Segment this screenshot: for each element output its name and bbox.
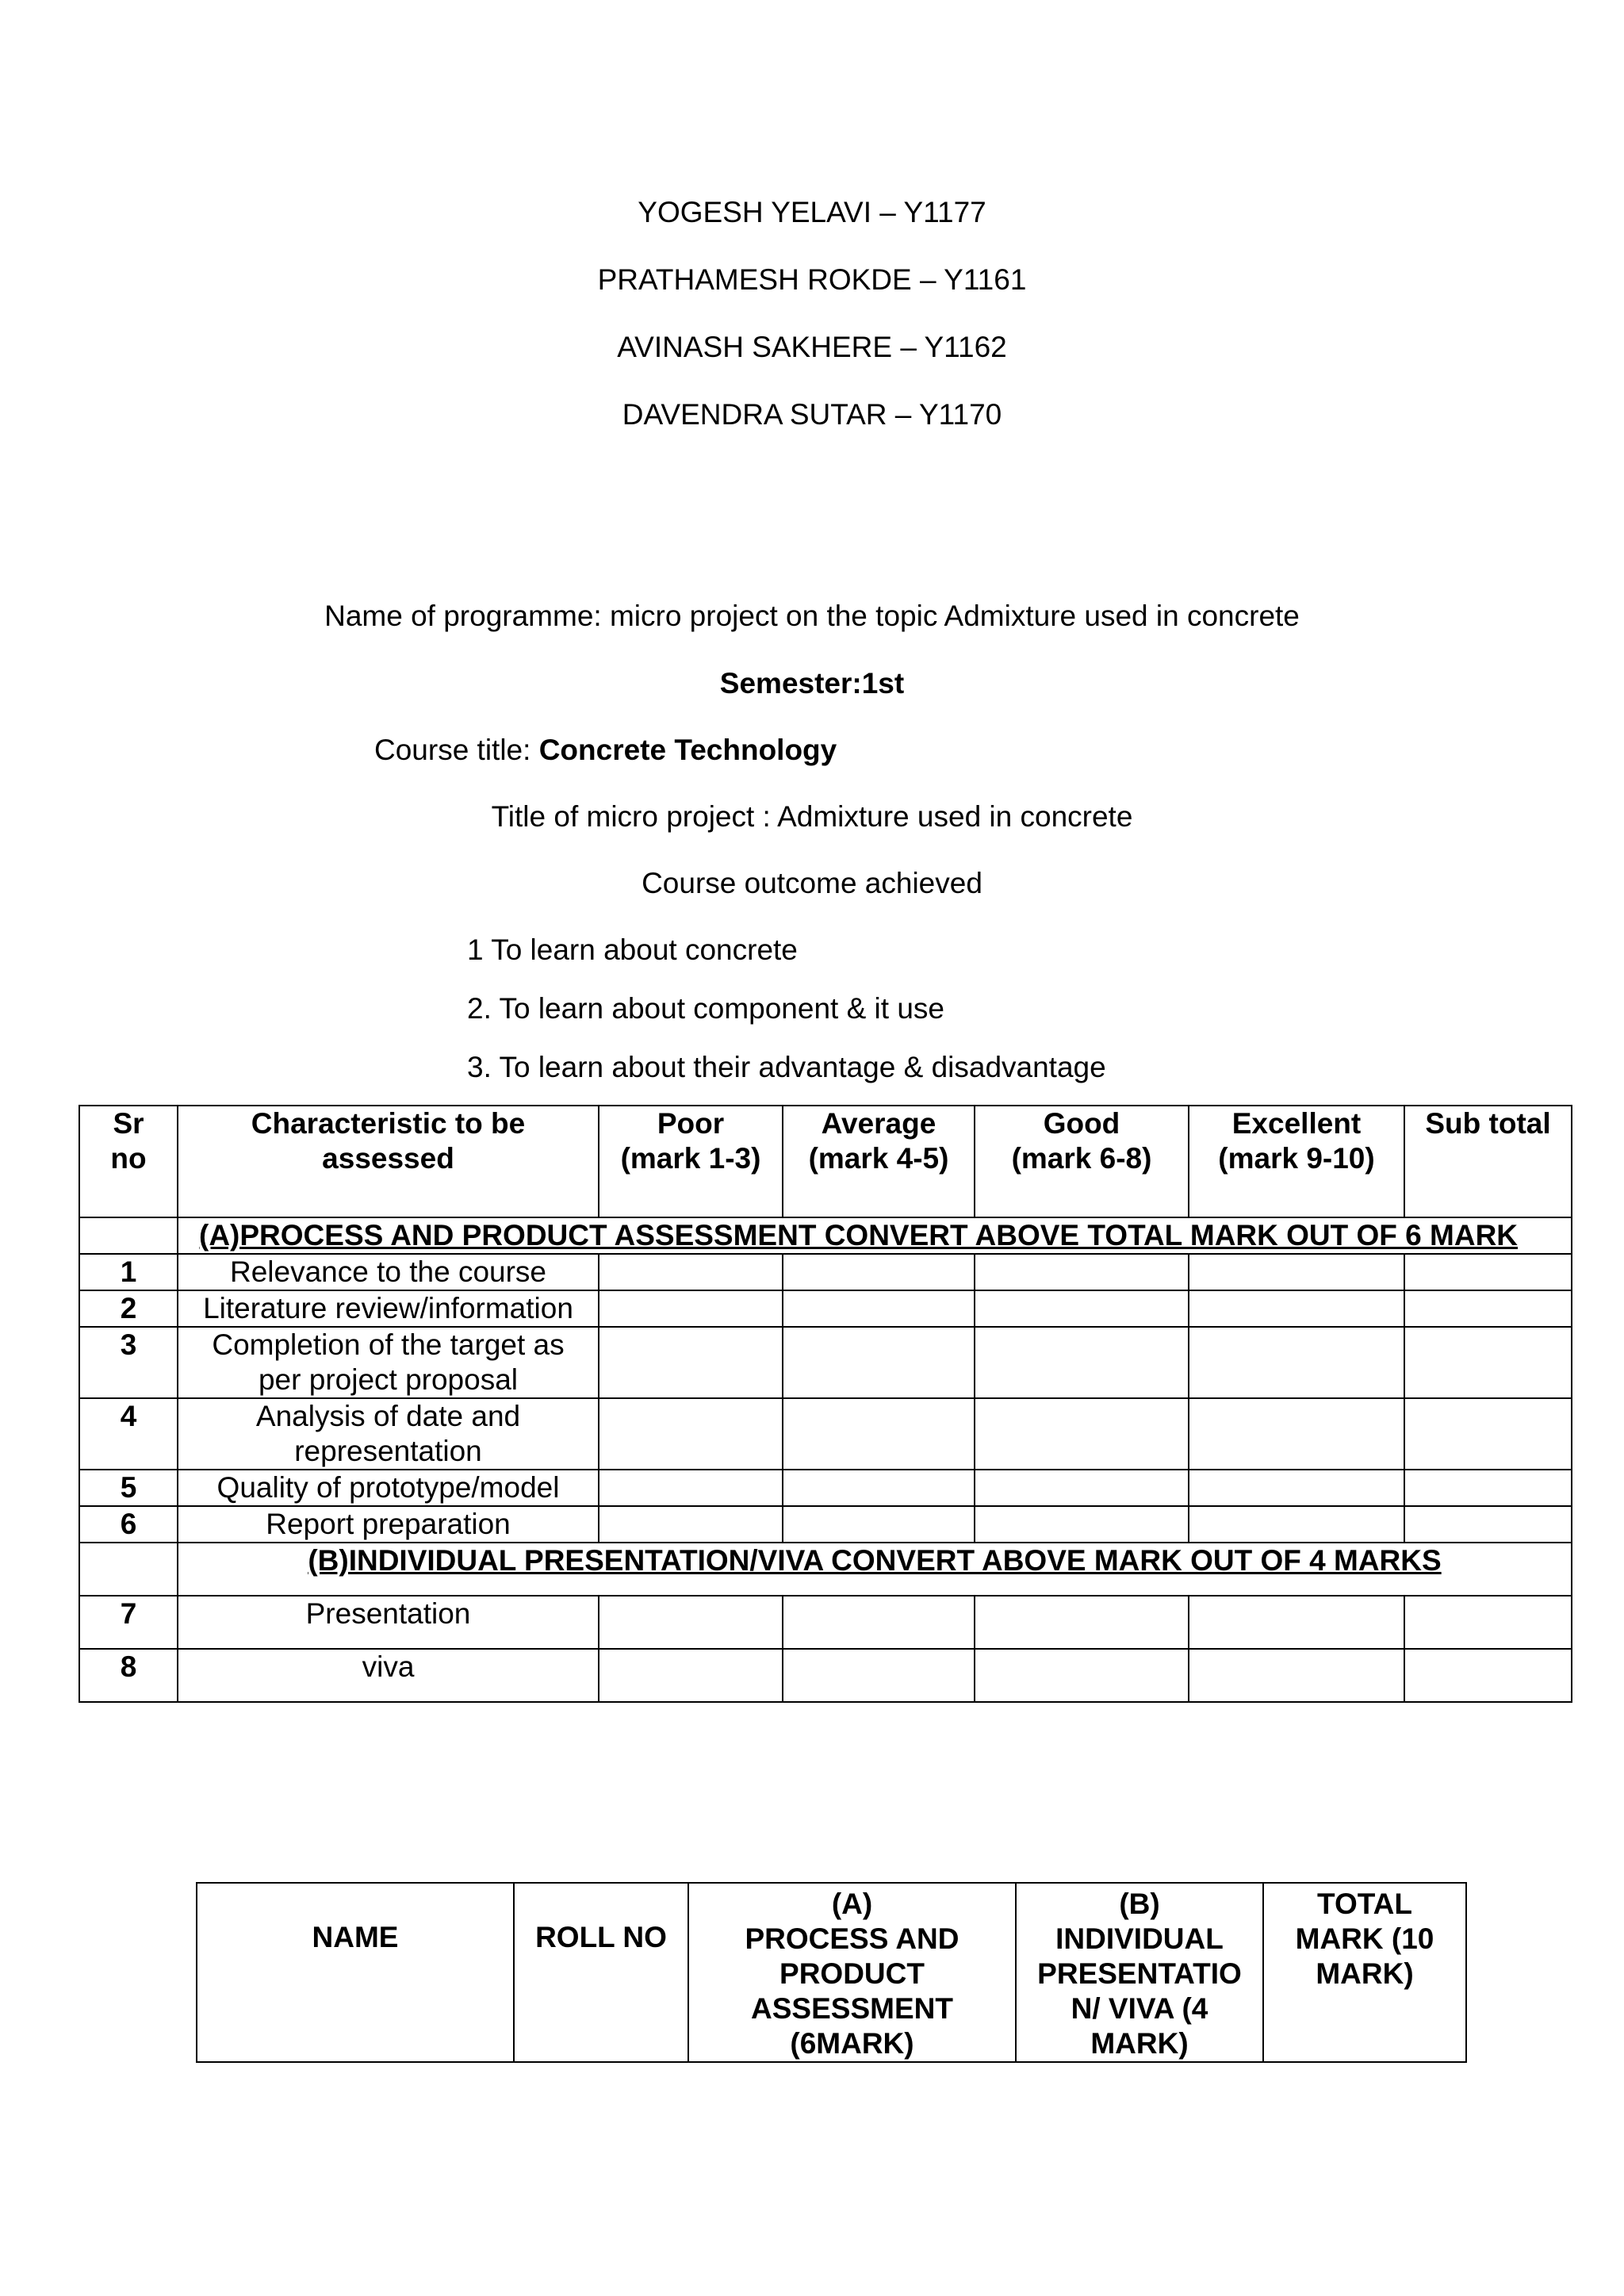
table-row	[79, 1649, 1572, 1702]
row-number: 8	[79, 1649, 178, 1702]
table-row	[79, 1596, 1572, 1649]
row-characteristic: Analysis of date and representation	[178, 1398, 599, 1470]
row-number: 2	[79, 1290, 178, 1327]
row-number: 5	[79, 1470, 178, 1506]
course-title-label: Course title:	[374, 734, 539, 766]
section-b-title: (B)INDIVIDUAL PRESENTATION/VIVA CONVERT ABOVE MARK OUT OF 4 MARKS	[178, 1543, 1572, 1596]
row-number: 4	[79, 1398, 178, 1470]
row-characteristic: Literature review/information	[178, 1290, 599, 1327]
course-title-value: Concrete Technology	[538, 734, 837, 766]
summary-name-header: NAME	[197, 1883, 514, 2062]
outcome-3: 3. To learn about their advantage & disadvantage	[467, 1051, 1106, 1083]
member-1: YOGESH YELAVI – Y1177	[638, 196, 986, 228]
header-subtotal: Sub total	[1404, 1106, 1572, 1217]
table-row	[79, 1290, 1572, 1327]
row-number: 6	[79, 1506, 178, 1543]
summary-table	[196, 1882, 1467, 2063]
assessment-table	[79, 1105, 1572, 1703]
summary-process-header: (A) PROCESS AND PRODUCT ASSESSMENT (6MARK)	[688, 1883, 1016, 2062]
outcome-1: 1 To learn about concrete	[467, 933, 798, 966]
summary-header-row	[197, 1883, 1466, 2062]
summary-total-header: TOTAL MARK (10 MARK)	[1263, 1883, 1466, 2062]
row-characteristic: Relevance to the course	[178, 1254, 599, 1290]
micro-project-title: Title of micro project : Admixture used in concrete	[491, 800, 1133, 833]
row-characteristic: Quality of prototype/model	[178, 1470, 599, 1506]
member-4: DAVENDRA SUTAR – Y1170	[622, 398, 1002, 431]
row-number: 7	[79, 1596, 178, 1649]
header-excellent: Excellent (mark 9-10)	[1189, 1106, 1404, 1217]
table-row	[79, 1506, 1572, 1543]
summary-roll-no-header: ROLL NO	[514, 1883, 688, 2062]
course-outcome-heading: Course outcome achieved	[642, 867, 982, 899]
member-3: AVINASH SAKHERE – Y1162	[617, 331, 1007, 363]
table-row	[79, 1398, 1572, 1470]
table-row	[79, 1470, 1572, 1506]
table-row	[79, 1254, 1572, 1290]
semester: Semester:1st	[719, 667, 905, 700]
section-b-row	[79, 1543, 1572, 1596]
programme-name: Name of programme: micro project on the topic Admixture used in concrete	[324, 600, 1300, 632]
member-2: PRATHAMESH ROKDE – Y1161	[597, 263, 1027, 296]
row-characteristic: Completion of the target as per project proposal	[178, 1327, 599, 1398]
row-number: 1	[79, 1254, 178, 1290]
row-characteristic: Report preparation	[178, 1506, 599, 1543]
course-title	[374, 733, 837, 768]
header-average: Average (mark 4-5)	[783, 1106, 975, 1217]
assessment-header-row	[79, 1106, 1572, 1217]
section-a-row	[79, 1217, 1572, 1254]
summary-individual-header: (B) INDIVIDUAL PRESENTATIO N/ VIVA (4 MARK)	[1016, 1883, 1263, 2062]
header-poor: Poor (mark 1-3)	[599, 1106, 783, 1217]
table-row	[79, 1327, 1572, 1398]
header-characteristic: Characteristic to be assessed	[178, 1106, 599, 1217]
row-number: 3	[79, 1327, 178, 1398]
row-characteristic: Presentation	[178, 1596, 599, 1649]
header-sr-no: Sr no	[79, 1106, 178, 1217]
outcome-2: 2. To learn about component & it use	[467, 992, 944, 1025]
section-a-title: (A)PROCESS AND PRODUCT ASSESSMENT CONVERT ABOVE TOTAL MARK OUT OF 6 MARK	[178, 1217, 1572, 1254]
row-characteristic: viva	[178, 1649, 599, 1702]
header-good: Good (mark 6-8)	[975, 1106, 1189, 1217]
